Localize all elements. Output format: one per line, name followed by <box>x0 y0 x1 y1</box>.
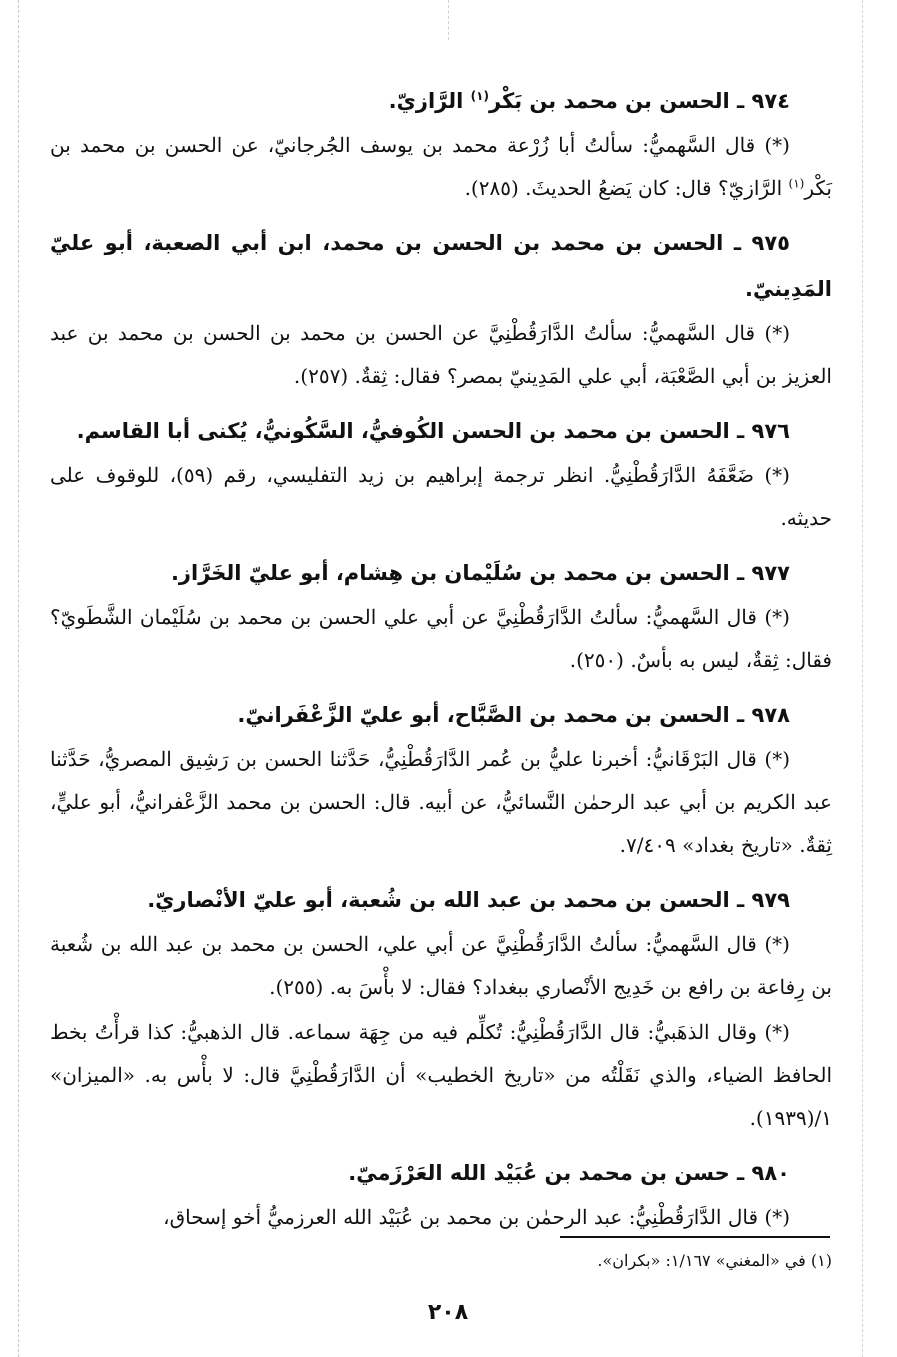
entry-heading-974: ٩٧٤ ـ الحسن بن محمد بن بَكْر$^{(١)}$ الرَّازيّ. <box>388 89 790 113</box>
entry-text-979-b: (*) وقال الذهَبيُّ: قال الدَّارَقُطْنِيُّ: تُكلِّم فيه من جِهَة سماعه. قال الذهبيُّ: كذا قرأْتُ بخط الحافظ الضياء، والذي نَقَلْتُه من «تاريخ الخطيب» أن الدَّارَقُطْنِيَّ قال: لا بأْس به. «الميزان» ١/(١٩٣٩). <box>50 1020 832 1130</box>
entry-heading-977: ٩٧٧ ـ الحسن بن محمد بن سُلَيْمان بن هِشام، أبو عليّ الخَرَّاز. <box>170 561 790 585</box>
scan-margin-line-top <box>448 0 449 40</box>
entry-text-975: (*) قال السَّهميُّ: سألتُ الدَّارَقُطْنِيَّ عن الحسن بن محمد بن الحسن بن محمد بن عبد العزيز بن أبي الصَّعْبَة، أبي علي المَدِينيّ بمصر؟ فقال: ثِقةٌ. (٢٥٧). <box>50 321 832 388</box>
entry-heading-975: ٩٧٥ ـ الحسن بن محمد بن الحسن بن محمد، ابن أبي الصعبة، أبو عليّ المَدِينيّ. <box>50 231 832 301</box>
footnote-marker: (١) <box>788 176 805 191</box>
page-number: ٢٠٨ <box>427 1300 469 1325</box>
entry-text-977: (*) قال السَّهميُّ: سألتُ الدَّارَقُطْنِيَّ عن أبي علي الحسن بن محمد بن سُلَيْمان الشَّطَويّ؟ فقال: ثِقةٌ، ليس به بأسٌ. (٢٥٠). <box>50 605 832 672</box>
entry-heading-976: ٩٧٦ ـ الحسن بن محمد بن الحسن الكُوفيُّ، السَّكُونيُّ، يُكنى أبا القاسم. <box>76 419 790 443</box>
footnote: (١) في «المغني» ١/١٦٧: «بكران». <box>597 1251 832 1270</box>
page-body <box>50 78 832 1241</box>
entry-text-980: (*) قال الدَّارَقُطْنِيُّ: عبد الرحمٰن بن محمد بن عُبَيْد الله العرزميُّ أخو إسحاق، <box>163 1205 790 1229</box>
entry-text-976: (*) ضَعَّفَهُ الدَّارَقُطْنِيُّ. انظر ترجمة إبراهيم بن زيد التفليسي، رقم (٥٩)، للوقوف على حديثه. <box>50 463 832 530</box>
entry-text-974: (*) قال السَّهميُّ: سألتُ أبا زُرْعة محمد بن يوسف الجُرجانيّ، عن الحسن بن محمد بن بَكْر$^{(١)}$ الرَّازيّ؟ قال: كان يَضعُ الحديثَ. (٢٨٥). <box>50 133 832 200</box>
entry-text-979: (*) قال السَّهميُّ: سألتُ الدَّارَقُطْنِيَّ عن أبي علي، الحسن بن محمد بن عبد الله بن شُعبة بن رِفاعة بن رافع بن خَدِيج الأنْصاري ببغداد؟ فقال: لا بأْسَ به. (٢٥٥). <box>50 932 832 999</box>
entry-heading-980: ٩٨٠ ـ حسن بن محمد بن عُبَيْد الله العَرْزَميّ. <box>348 1161 790 1185</box>
entry-heading-978: ٩٧٨ ـ الحسن بن محمد بن الصَّبَّاح، أبو عليّ الزَّعْفَرانيّ. <box>237 703 790 727</box>
scan-margin-line-right <box>862 0 863 1357</box>
entry-heading-979: ٩٧٩ ـ الحسن بن محمد بن عبد الله بن شُعبة، أبو عليّ الأنْصاريّ. <box>147 888 790 912</box>
entry-text-978: (*) قال البَرْقَانيُّ: أخبرنا عليُّ بن عُمر الدَّارَقُطْنِيُّ، حَدَّثنا الحسن بن رَشِيق المصريُّ، حَدَّثنا عبد الكريم بن أبي عبد الرحمٰن النَّسائيُّ، عن أبيه. قال: الحسن بن محمد الزَّعْفرانيُّ، أبو عليٍّ، ثِقةٌ. «تاريخ بغداد» ٧/٤٠٩. <box>50 747 832 857</box>
footnote-marker: (١) <box>470 89 489 103</box>
scan-margin-line-left <box>18 0 19 1357</box>
footnote-divider <box>560 1236 830 1238</box>
